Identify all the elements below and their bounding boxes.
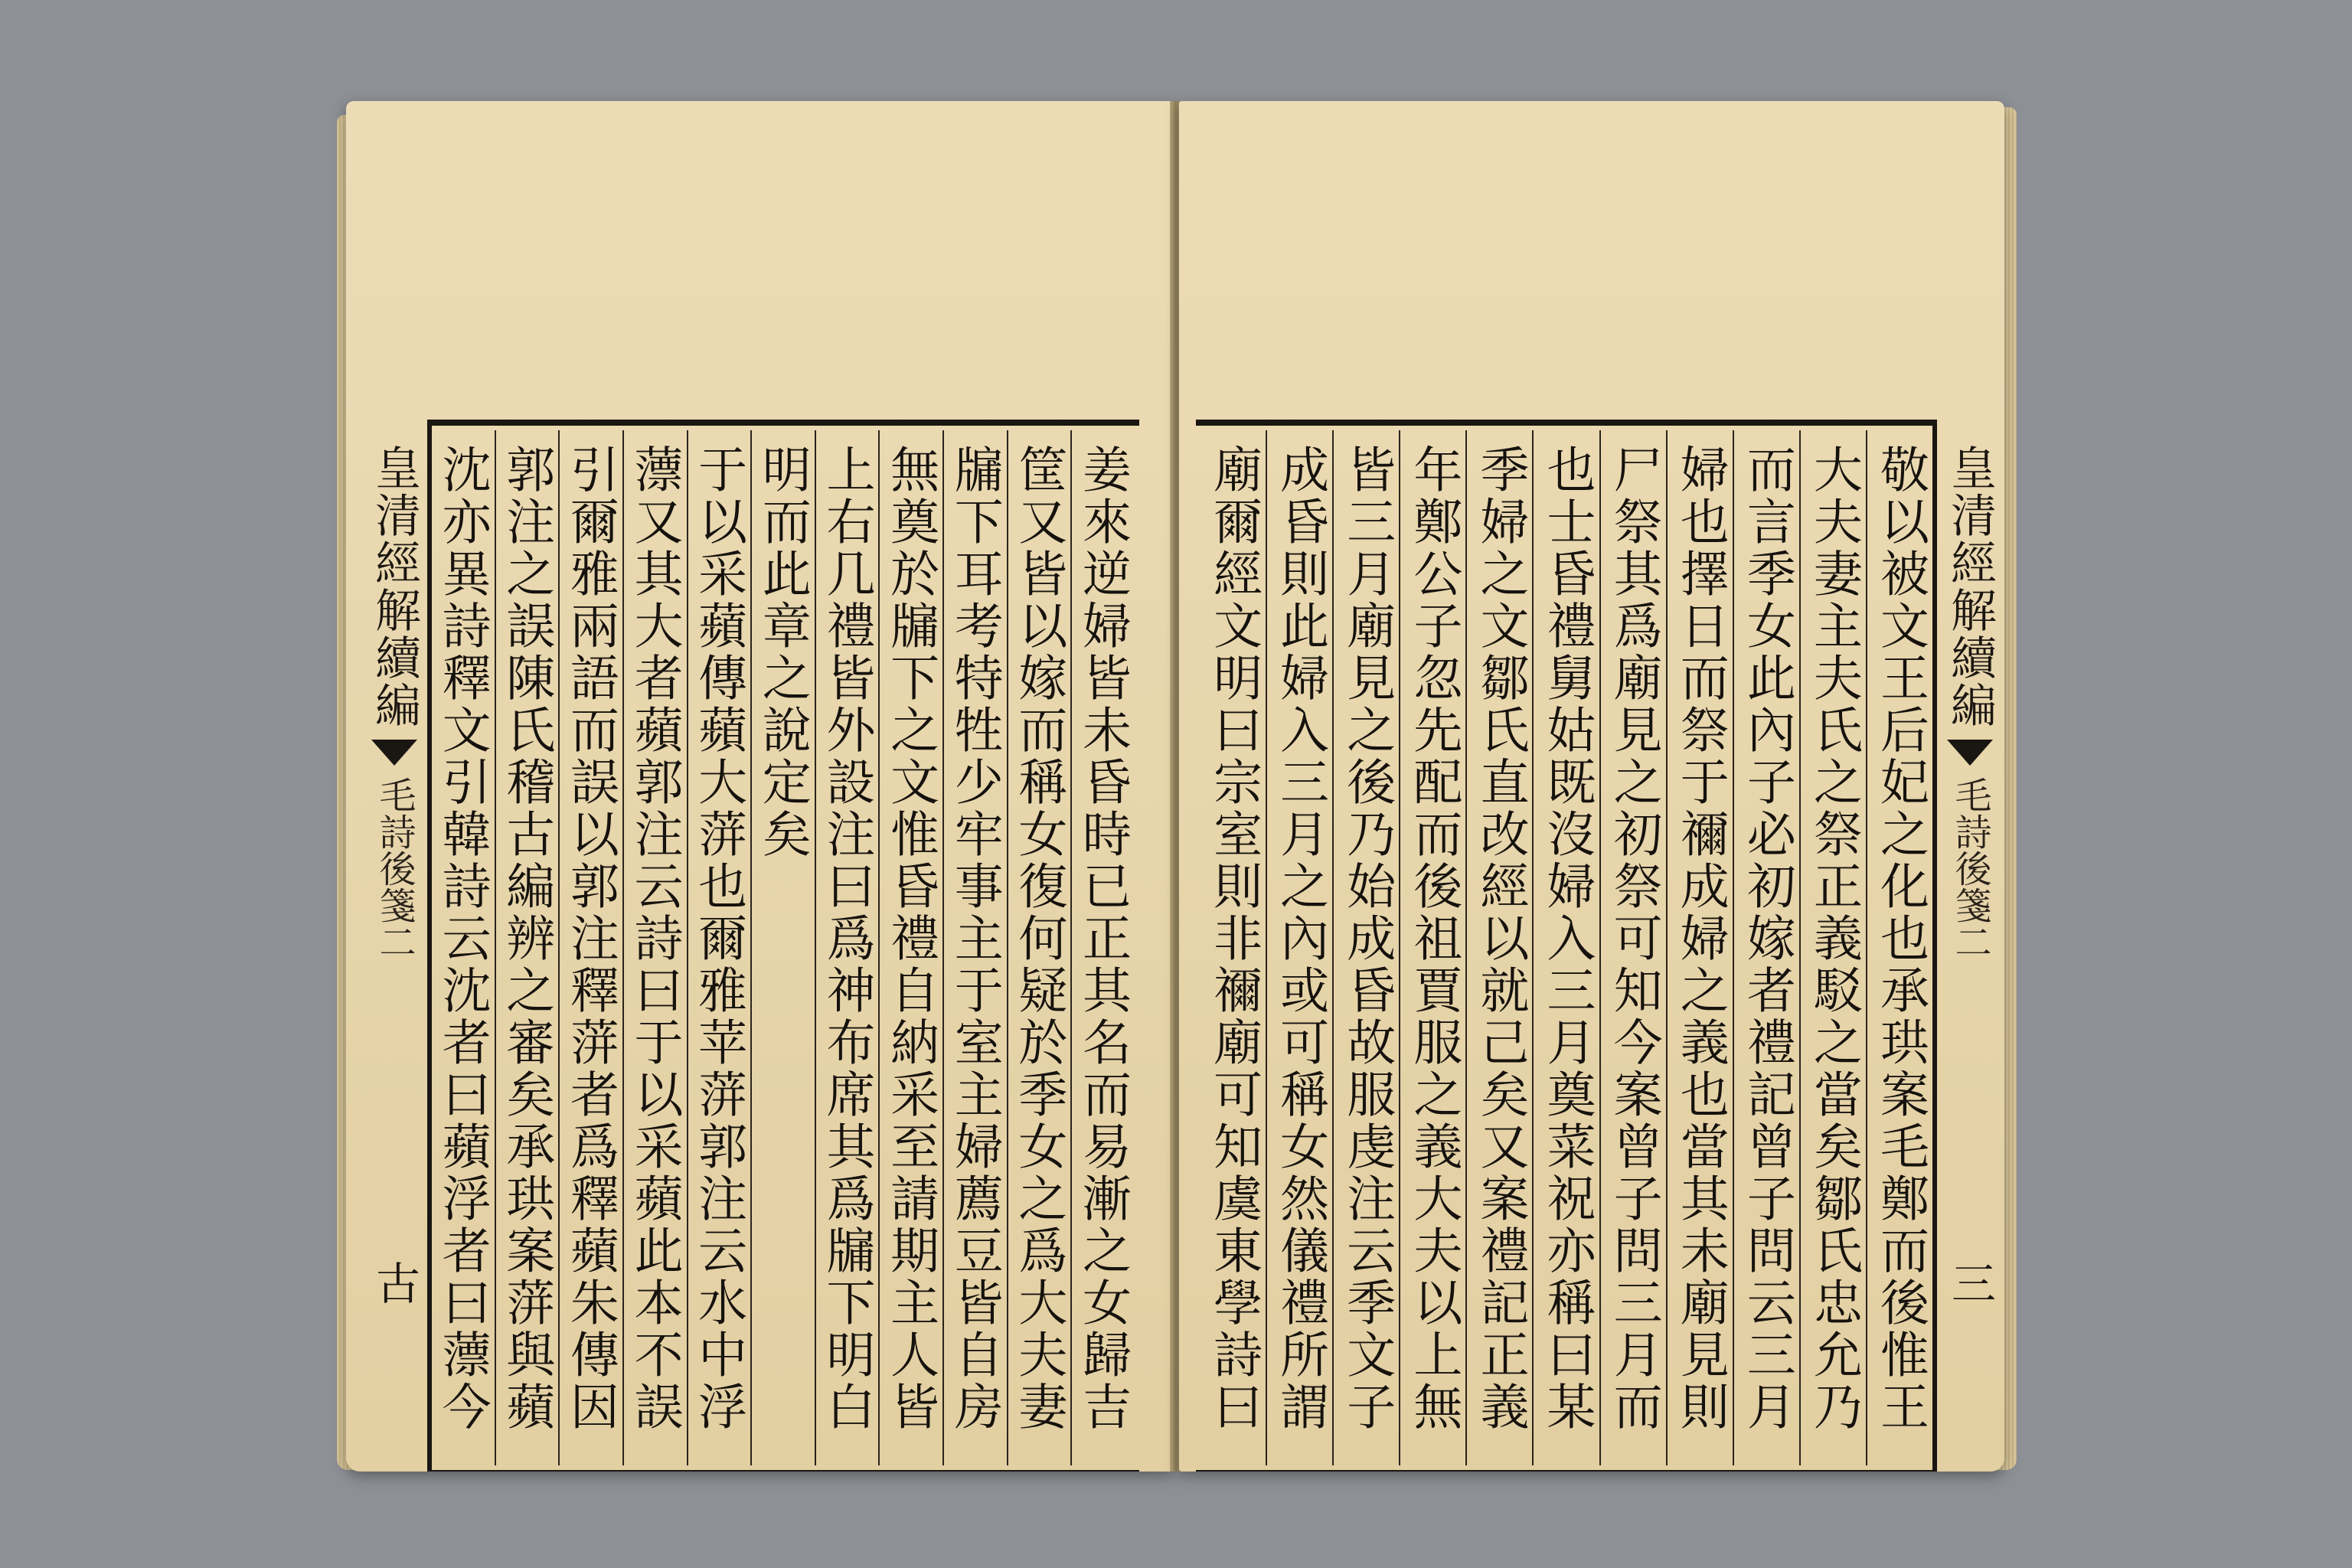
text-column: 薸又其大者蘋郭注云詩曰于以采蘋此本不誤 — [622, 430, 687, 1465]
fishtail-mark — [1947, 740, 1993, 766]
text-column: 筐又皆以嫁而稱女復何疑於季女之爲大夫妻 — [1007, 430, 1071, 1465]
text-column: 大夫妻主夫氏之祭正義駁之當矣鄒氏忠允乃 — [1799, 430, 1866, 1465]
text-column: 皆三月廟見之後乃始成昏故服虔注云季文子 — [1332, 430, 1399, 1465]
text-column: 成昏則此婦入三月之內或可稱女然儀禮所謂 — [1266, 430, 1332, 1465]
text-column: 季婦之文鄒氏直改經以就己矣又案禮記正義 — [1465, 430, 1532, 1465]
text-column: 婦也擇日而祭于禰成婦之義也當其未廟見則 — [1666, 430, 1733, 1465]
text-column: 也士昏禮舅姑既沒婦入三月奠菜祝亦稱曰某 — [1532, 430, 1599, 1465]
banxin-subtitle: 毛詩後箋二 — [1949, 776, 1991, 960]
left-page — [346, 101, 1173, 1472]
text-column: 明而此章之說定矣 — [750, 430, 815, 1465]
text-column: 而言季女此內子必初嫁者禮記曾子問云三月 — [1733, 430, 1799, 1465]
banxin-title: 皇清經解續編 — [1943, 444, 1997, 729]
banxin-title: 皇清經解續編 — [368, 444, 421, 729]
right-bottom-rule — [1196, 1470, 1937, 1472]
text-column: 敬以被文王后妃之化也承珙案毛鄭而後惟王 — [1866, 430, 1932, 1465]
page-number: 古 — [368, 1260, 420, 1305]
text-column: 尸祭其爲廟見之初祭可知今案曾子問三月而 — [1599, 430, 1666, 1465]
right-print-block — [1196, 420, 1997, 1472]
text-column: 上右几禮皆外設注曰爲神布席其爲牖下明白 — [815, 430, 879, 1465]
text-column: 于以采蘋傳蘋大蓱也爾雅苹蓱郭注云水中浮 — [687, 430, 751, 1465]
left-bottom-rule — [427, 1470, 1139, 1472]
text-column: 牖下耳考特牲少牢事主于室主婦薦豆皆自房 — [942, 430, 1007, 1465]
right-top-rule — [1196, 420, 1937, 426]
text-column: 郭注之誤陳氏稽古編辨之審矣承珙案蓱與蘋 — [495, 430, 559, 1465]
left-top-rule — [427, 420, 1139, 426]
text-column: 年鄭公子忽先配而後祖賈服之義大夫以上無 — [1399, 430, 1465, 1465]
page-number: 三 — [1944, 1260, 1996, 1305]
right-fold-margin — [1945, 430, 1995, 1465]
fishtail-mark — [371, 740, 417, 766]
right-page — [1179, 101, 2004, 1472]
left-text-columns — [432, 430, 1135, 1465]
text-column: 廟爾經文明曰宗室則非禰廟可知虞東學詩曰 — [1205, 444, 1263, 1433]
right-side-rule — [1932, 420, 1937, 1472]
text-column: 沈亦異詩釋文引韓詩云沈者曰蘋浮者曰薸今 — [433, 444, 491, 1433]
banxin-subtitle: 毛詩後箋二 — [373, 776, 416, 960]
left-fold-margin — [369, 430, 420, 1465]
text-column: 姜來逆婦皆未昏時已正其名而易漸之女歸吉 — [1070, 430, 1135, 1465]
text-column: 無奠於牖下之文惟昏禮自納采至請期主人皆 — [878, 430, 942, 1465]
left-print-block — [368, 420, 1139, 1472]
text-column: 引爾雅兩語而誤以郭注釋蓱者爲釋蘋朱傳因 — [558, 430, 622, 1465]
right-text-columns — [1200, 430, 1932, 1465]
